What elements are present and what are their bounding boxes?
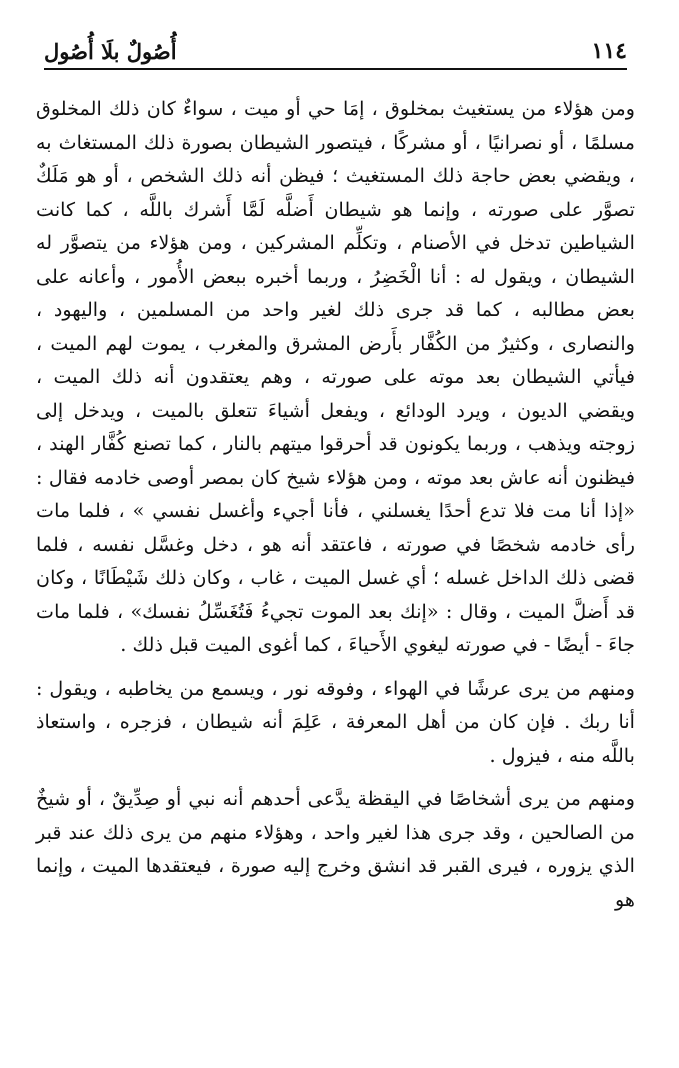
page-number: ١١٤ [591,38,627,64]
page-header [44,30,627,70]
paragraph-1: ومن هؤلاء من يستغيث بمخلوق ، إمَا حي أو ميت ، سواءٌ كان ذلك المخلوق مسلمًا ، أو نصرانيًا ، أو مشركًا ، فيتصور الشيطان بصورة ذلك المستغاث به ، ويقضي بعض حاجة ذلك المستغيث ؛ فيظن أنه ذلك الشخص ، أو هو مَلَكٌ تصوَّر على صورته ، وإنما هو شيطان أَضلَّه لَمَّا أَشرك باللَّه ، كما كانت الشياطين تدخل في الأصنام ، وتكلِّم المشركين ، ومن هؤلاء من يتصوَّر له الشيطان ، ويقول له : أنا الْخَضِرُ ، وربما أخبره ببعض الأُمور ، وأعانه على بعض مطالبه ، كما قد جرى ذلك لغير واحد من المسلمين ، واليهود ، والنصارى ، وكثيرٌ من الكُفَّار بأَرض المشرق والمغرب ، يموت لهم الميت ، فيأتي الشيطان بعد موته على صورته ، وهم يعتقدون أنه ذلك الميت ، ويقضي الديون ، ويرد الودائع ، ويفعل أشياءَ تتعلق بالميت ، ويدخل إلى زوجته ويذهب ، وربما يكونون قد أحرقوا ميتهم بالنار ، كما تصنع كُفَّار الهند ، فيظنون أنه عاش بعد موته ، ومن هؤلاء شيخ كان بمصر أوصى خادمه فقال : «إذا أنا مت فلا تدع أحدًا يغسلني ، فأنا أجيء وأغسل نفسي » ، فلما مات رأى خادمه شخصًا في صورته ، فاعتقد أنه هو ، دخل وغسَّل نفسه ، فلما قضى ذلك الداخل غسله ؛ أي غسل الميت ، غاب ، وكان ذلك شَيْطَانًا ، وكان قد أَضلَّ الميت ، وقال : «إنك بعد الموت تجيءُ فَتُغَسِّلُ نفسك» ، فلما مات جاءَ - أيضًا - في صورته ليغوي الأَحياءَ ، كما أغوى الميت قبل ذلك . [36,97,635,656]
paragraph-3: ومنهم من يرى أشخاصًا في اليقظة يدَّعى أحدهم أنه نبي أو صِدِّيقٌ ، أو شيخٌ من الصالحين ، وقد جرى هذا لغير واحد ، وهؤلاء منهم من يرى ذلك عند قبر الذي يزوره ، فيرى القبر قد انشق وخرج إليه صورة ، فيعتقدها الميت ، وإنما هو [36,787,635,911]
running-title: أُصُولٌ بلَا أُصُول [44,39,177,64]
paragraph-2: ومنهم من يرى عرشًا في الهواء ، وفوقه نور ، ويسمع من يخاطبه ، ويقول : أنا ربك . فإن كان من أهل المعرفة ، عَلِمَ أنه شيطان ، فزجره ، واستعاذ باللَّه منه ، فيزول . [36,676,635,767]
body-text [36,92,635,916]
